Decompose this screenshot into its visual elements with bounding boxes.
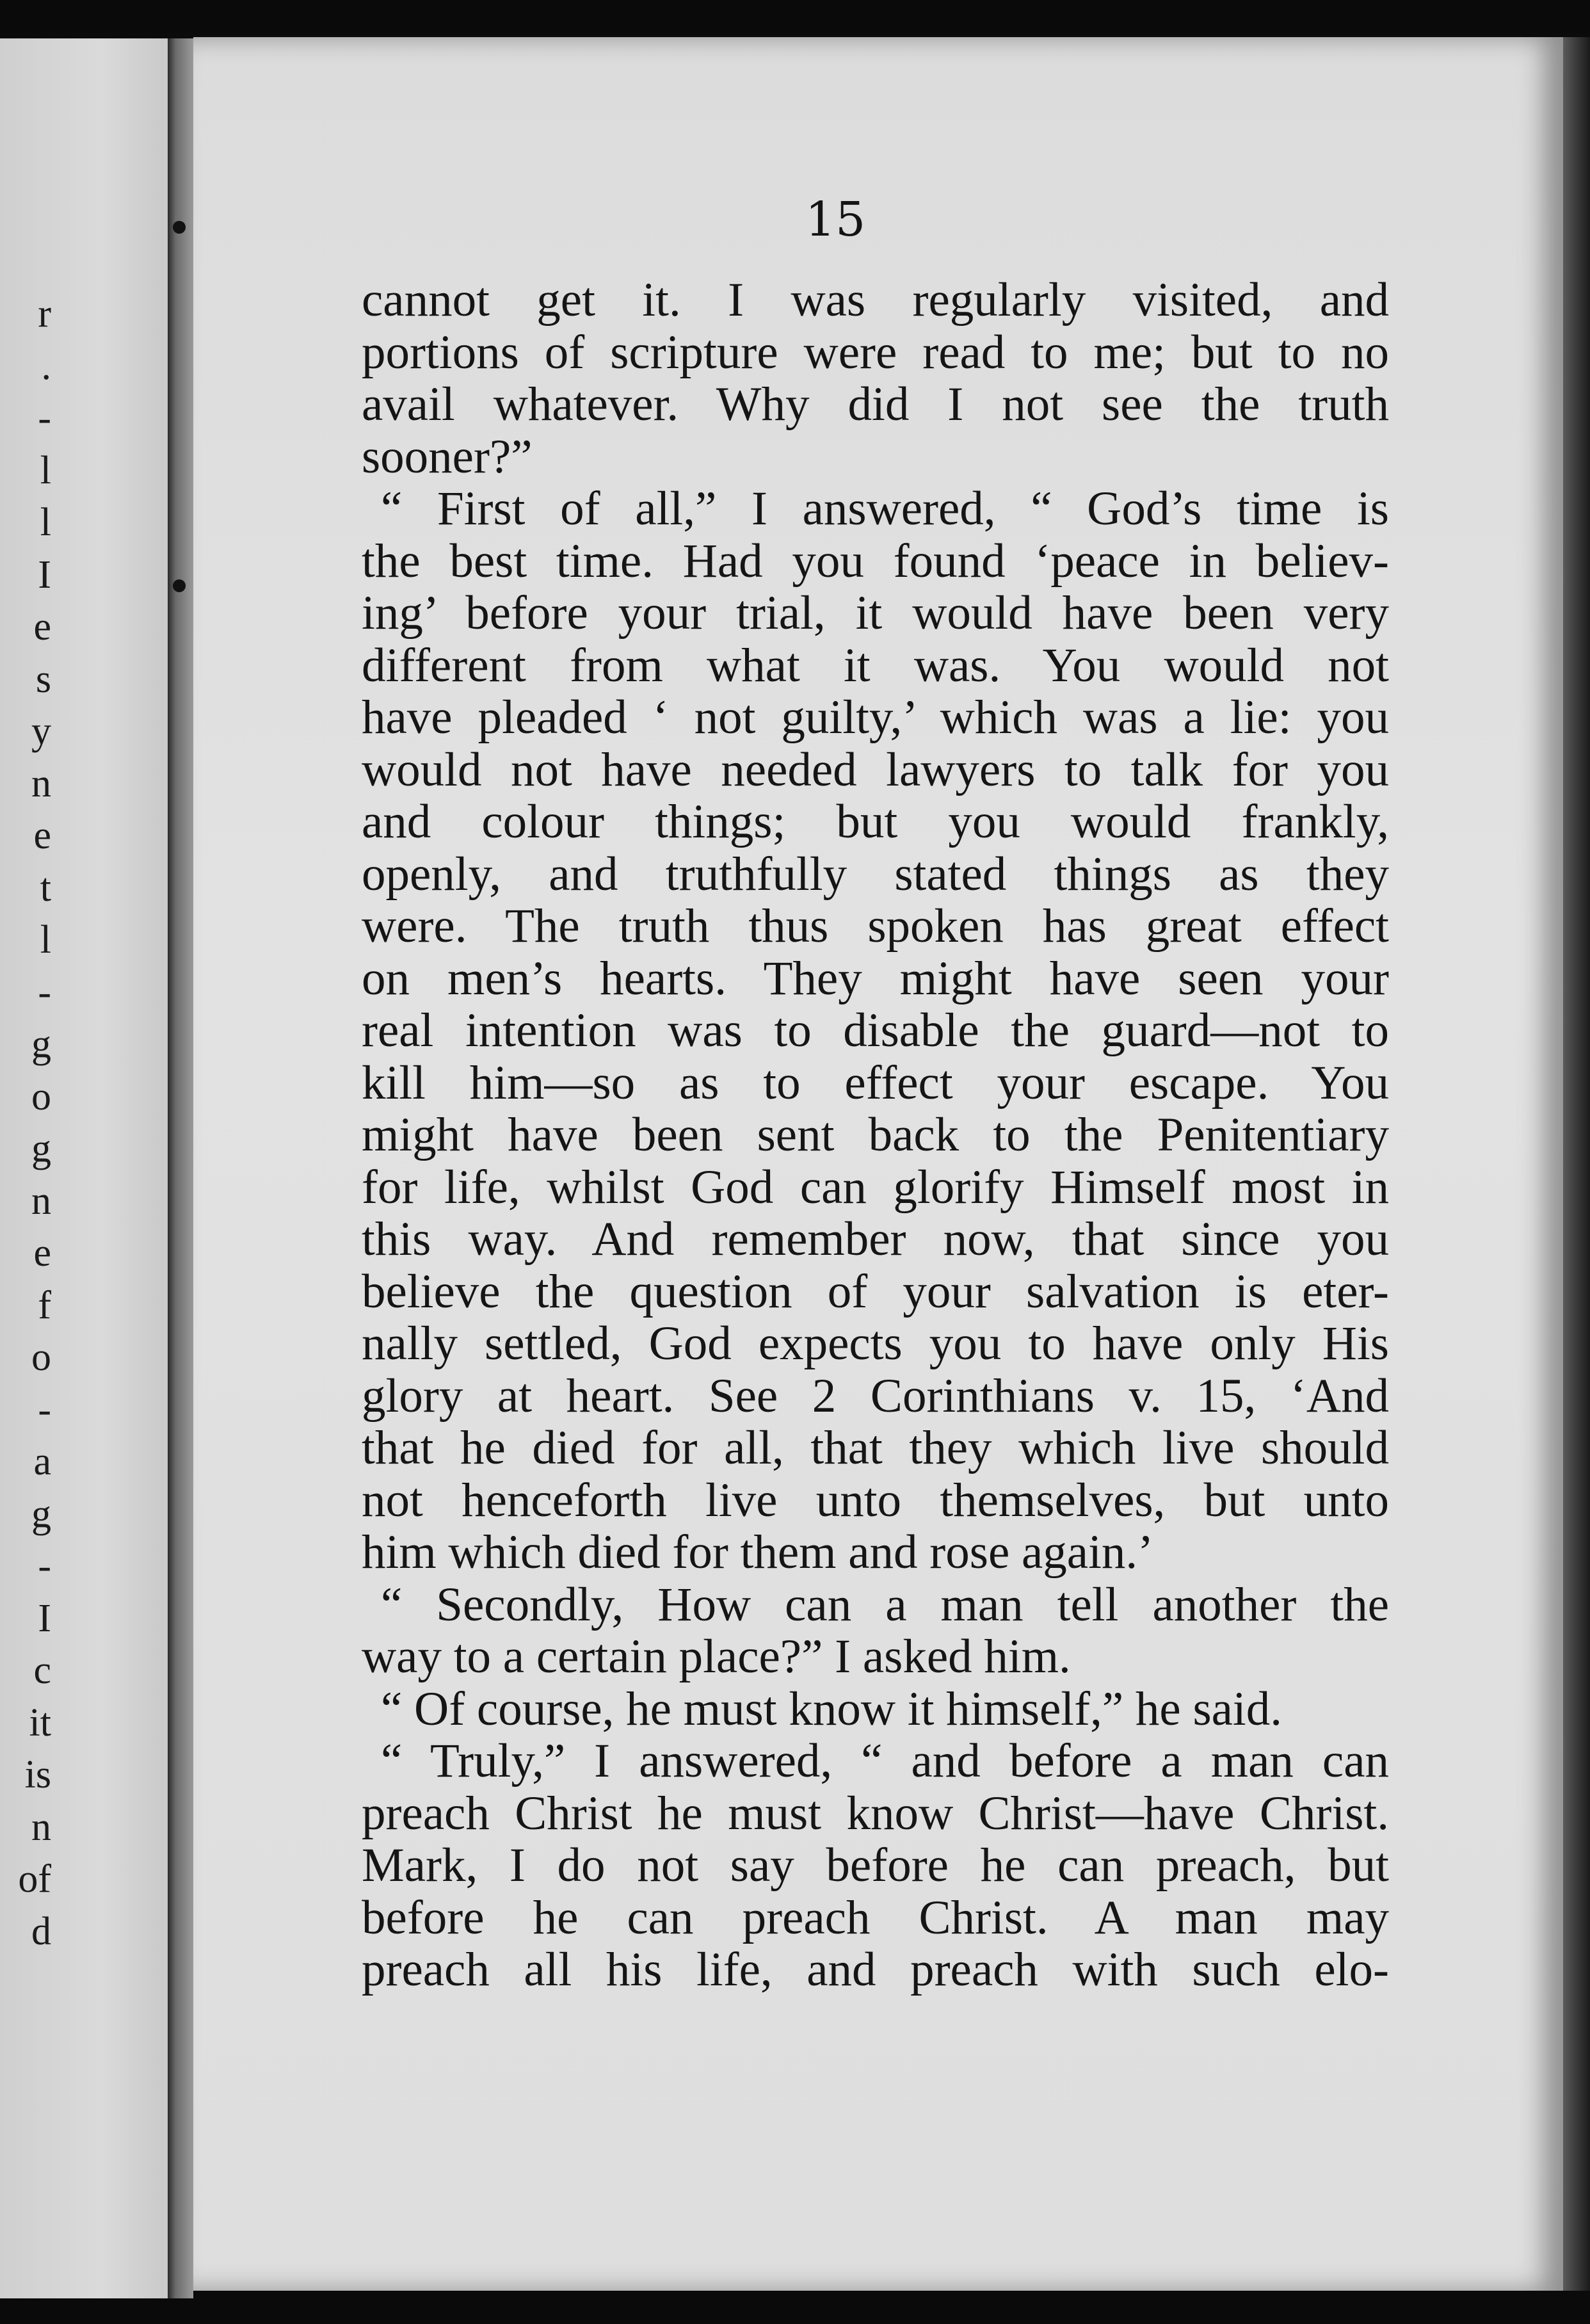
text-line: “ Of course, he must know it himself,” he said. [381,1682,1283,1736]
text-line: for life, whilst God can glorify Himself most in [362,1160,1389,1214]
left-page-fragment: I [38,1596,51,1640]
page-edge-shadow [1563,37,1590,2291]
body-text [362,274,1389,1996]
text-line: kill him—so as to effect your escape. You [362,1056,1389,1110]
left-page-fragment: f [38,1283,51,1327]
left-page-fragment: g [31,1022,51,1066]
text-line: on men’s hearts. They might have seen your [362,951,1389,1005]
text-line: might have been sent back to the Penitentiary [362,1108,1389,1161]
text-line: Mark, I do not say before he can preach, but [362,1839,1389,1892]
text-line: “ First of all,” I answered, “ God’s time is [381,482,1389,535]
left-page-fragment: g [31,1492,51,1536]
text-line: “ Secondly, How can a man tell another the [381,1578,1389,1631]
left-page-fragment: . [41,344,51,388]
left-page-fragment: y [31,709,51,753]
left-page-fragment: - [38,970,51,1014]
text-line: the best time. Had you found ‘peace in believ- [362,534,1389,588]
left-page-fragment: g [31,1127,51,1170]
left-page-fragment: c [33,1649,51,1692]
left-page-fragment: is [24,1753,51,1796]
text-line: that he died for all, that they which live should [362,1421,1389,1474]
left-page-fragment: l [40,918,51,962]
left-page-fragment: t [40,866,51,910]
text-line: sooner?” [362,430,533,483]
left-page-text-fragments [0,288,51,1958]
text-line: preach all his life, and preach with such elo- [362,1943,1389,1996]
left-page-fragment: r [38,292,51,335]
text-line: openly, and truthfully stated things as they [362,847,1389,901]
left-page-fragment: d [31,1909,51,1953]
text-line: real intention was to disable the guard—not to [362,1004,1389,1057]
left-page [0,38,170,2298]
text-line: have pleaded ‘ not guilty,’ which was a lie: you [362,691,1389,744]
left-page-fragment: o [31,1074,51,1118]
left-page-fragment: e [33,605,51,649]
text-line: were. The truth thus spoken has great effect [362,900,1389,953]
gutter-mark [173,579,186,592]
text-line: cannot get it. I was regularly visited, and [362,273,1389,327]
left-page-fragment: of [18,1857,51,1901]
book-gutter [168,38,193,2298]
text-line: “ Truly,” I answered, “ and before a man can [381,1734,1389,1787]
text-line: ing’ before your trial, it would have been very [362,586,1389,640]
left-page-fragment: l [40,448,51,492]
text-line: avail whatever. Why did I not see the truth [362,378,1389,431]
scan-border-bottom [0,2298,1590,2324]
left-page-fragment: n [31,1179,51,1223]
text-line: different from what it was. You would not [362,638,1389,692]
left-page-fragment: e [33,814,51,857]
left-page-fragment: - [38,396,51,440]
left-page-fragment: n [31,1805,51,1849]
text-line: would not have needed lawyers to talk for you [362,743,1389,796]
text-line: glory at heart. See 2 Corinthians v. 15, ‘And [362,1369,1389,1423]
text-line: nally settled, God expects you to have only His [362,1317,1389,1370]
text-line: him which died for them and rose again.’ [362,1526,1154,1579]
page-number: 15 [805,192,866,247]
text-line: before he can preach Christ. A man may [362,1891,1389,1944]
text-line: way to a certain place?” I asked him. [362,1630,1071,1683]
text-line: believe the question of your salvation is eter- [362,1264,1389,1318]
text-line: portions of scripture were read to me; but to no [362,325,1389,379]
text-line: preach Christ he must know Christ—have Christ. [362,1786,1389,1840]
gutter-mark [173,221,186,234]
scan-border-top [0,0,1590,33]
left-page-fragment: - [38,1387,51,1432]
left-page-fragment: l [40,501,51,544]
left-page-fragment: o [31,1335,51,1379]
left-page-fragment: e [33,1231,51,1275]
left-page-fragment: - [38,1544,51,1588]
left-page-fragment: a [33,1440,51,1483]
text-line: not henceforth live unto themselves, but unto [362,1473,1389,1527]
left-page-fragment: s [35,657,51,701]
left-page-fragment: I [38,553,51,597]
text-line: and colour things; but you would frankly, [362,795,1389,848]
left-page-fragment: it [29,1700,51,1745]
text-line: this way. And remember now, that since you [362,1213,1389,1266]
left-page-fragment: n [31,761,51,805]
